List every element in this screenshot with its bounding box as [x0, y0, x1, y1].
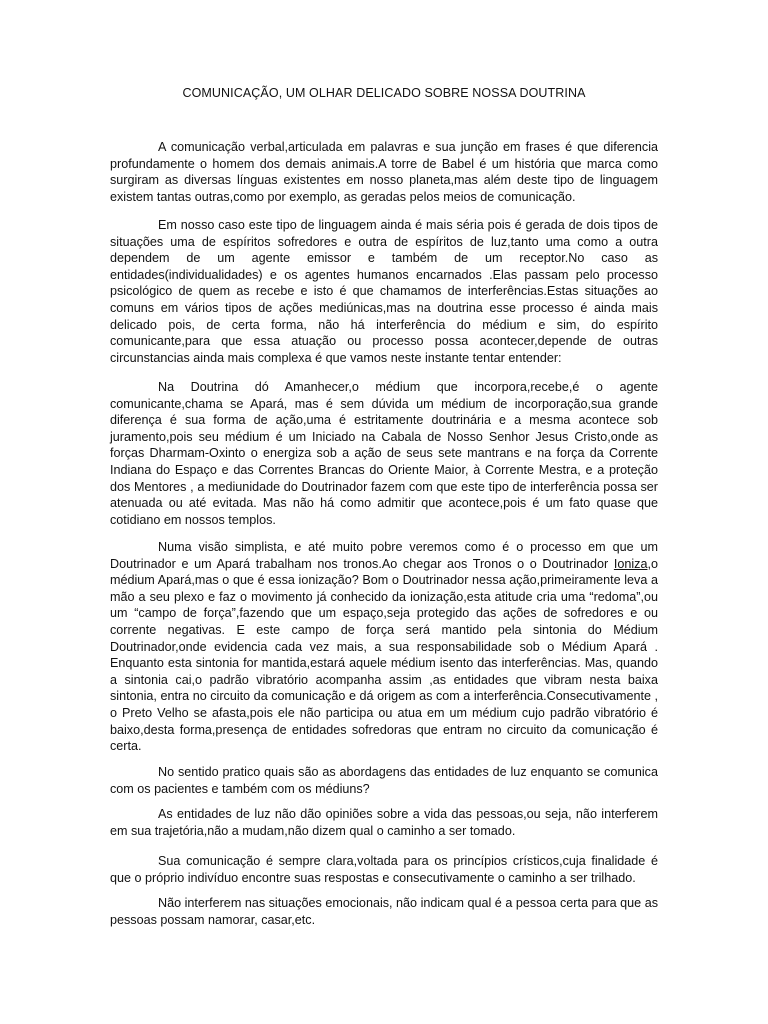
document-title: COMUNICAÇÃO, UM OLHAR DELICADO SOBRE NOSSA DOUTRINA: [182, 86, 586, 100]
paragraph-sentido-pratico: No sentido pratico quais são as abordagens das entidades de luz enquanto se comunica com os pacientes e também com os médiuns?: [110, 765, 658, 796]
paragraph-entidades-de-luz: As entidades de luz não dão opiniões sobre a vida das pessoas,ou seja, não interferem em sua trajetória,não a mudam,não dizem qual o caminho a ser tomado.: [110, 807, 658, 838]
paragraph-nosso-caso: Em nosso caso este tipo de linguagem ainda é mais séria pois é gerada de dois tipos de situações uma de espíritos sofredores e outra de espíritos de luz,tanto uma como a outra dependem de um agente emissor e também de um receptor.No caso as entidades(individualidades) e os agentes humanos encarnados .Elas passam pelo processo psicológico de quem as recebe e isto é que chamamos de interferências.Estas situações ao comuns em vários tipos de ações mediúnicas,mas na doutrina esse processo é ainda mais delicado pois, de certa forma, não há interferência do médium e sim, do espírito comunicante,para que essa atuação ou processo possa acontecer,depende de outras circunstancias ainda mais complexa é que vamos neste instante tentar entender:: [110, 218, 658, 365]
paragraph-doutrina-amanhecer: Na Doutrina dó Amanhecer,o médium que incorpora,recebe,é o agente comunicante,chama se Apará, mas é sem dúvida um médium de incorporação,sua grande diferença é sua forma de ação,uma é estritamente doutrinária e a mesma acontece sob juramento,pois seu médium é um Iniciado na Cabala de Nosso Senhor Jesus Cristo,onde as forças Dharmam-Oxinto o energiza sob a ação de seus sete mantrans e na força da Corrente Indiana do Espaço e das Correntes Brancas do Oriente Maior, à Corrente Mestra, e a proteção dos Mentores , a mediunidade do Doutrinador fazem com que este tipo de interferência possa ser atenuada ou até evitada. Mas não há como admitir que acontece,pois é um fato quase que cotidiano em nossos templos.: [110, 380, 658, 527]
paragraph-comunicacao-verbal: A comunicação verbal,articulada em palavras e sua junção em frases é que diferencia profundamente o homem dos demais animais.A torre de Babel é um história que marca como surgiram as diversas línguas existentes em nosso planeta,mas além deste tipo de linguagem existem tantas outras,como por exemplo, as geradas pelos meios de comunicação.: [110, 140, 658, 204]
paragraph-text-before: Numa visão simplista, e até muito pobre veremos como é o processo em que um Doutrinador e um Apará trabalham nos tronos.Ao chegar aos Tronos o o Doutrinador: [110, 540, 658, 571]
paragraph-text-after: ,o médium Apará,mas o que é essa ionização? Bom o Doutrinador nessa ação,primeiramente leva a mão a seu plexo e faz o movimento já conhecido da ionização,esta atitude cria uma “redoma”,ou um “campo de força”,fazendo que um espaço,seja protegido das ações de sofredores e ou corrente negativas. E este campo de força será mantido pela sintonia do Médium Doutrinador,onde evidencia cada vez mais, a sua responsabilidade sob o Médium Apará . Enquanto esta sintonia for mantida,estará aquele médium isento das interferências. Mas, quando a sintonia cai,o padrão vibratório acompanha assim ,as entidades que vibram nesta baixa sintonia, entra no circuito da comunicação e dá origem as com a interferência.Consecutivamente , o Preto Velho se afasta,pois ele não participa ou atua em um médium cujo padrão vibratório é baixo,desta forma,presença de entidades sofredoras que entram no circuito da comunicação é certa.: [110, 556, 658, 754]
paragraph-visao-simplista: [110, 539, 658, 755]
paragraph-nao-interferem: Não interferem nas situações emocionais, não indicam qual é a pessoa certa para que as pessoas possam namorar, casar,etc.: [110, 896, 658, 927]
paragraph-sua-comunicacao: Sua comunicação é sempre clara,voltada para os princípios crísticos,cuja finalidade é que o próprio indivíduo encontre suas respostas e consecutivamente o caminho a ser trilhado.: [110, 854, 658, 885]
ioniza-underlined-word: Ioniza: [613, 556, 648, 571]
